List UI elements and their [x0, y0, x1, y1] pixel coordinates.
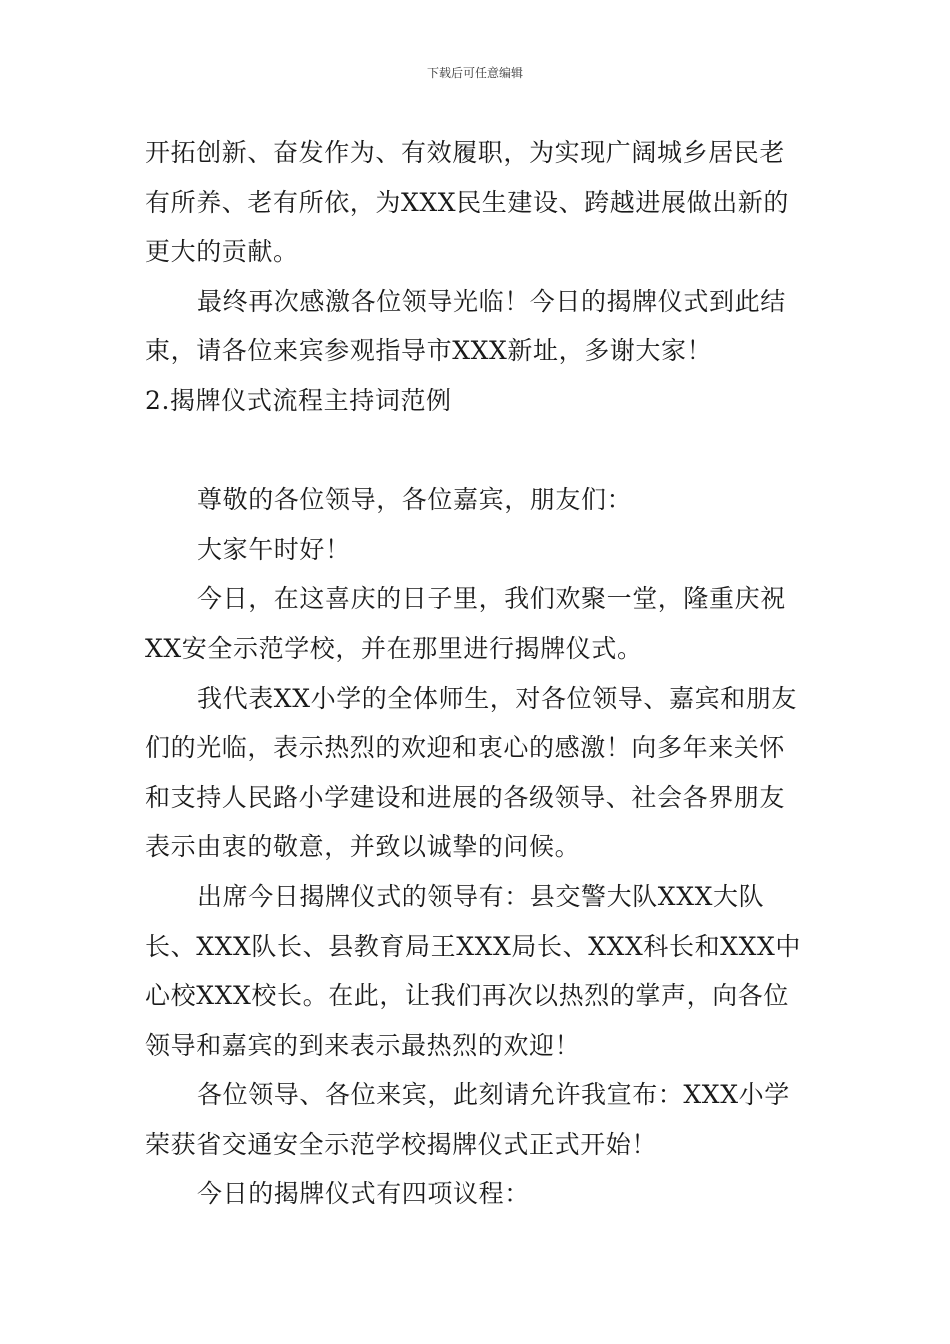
blank-line: [145, 426, 810, 476]
paragraph-attendees: 出席今日揭牌仪式的领导有：县交警大队XXX大队长、XXX队长、县教育局王XXX局长、XXX科长和XXX中心校XXX校长。在此，让我们再次以热烈的掌声，向各位领导和嘉宾的到来表示最热烈的欢迎！: [145, 881, 801, 1060]
document-body: [145, 128, 810, 1219]
paragraph-welcome: 我代表XX小学的全体师生，对各位领导、嘉宾和朋友们的光临，表示热烈的欢迎和衷心的感激！向多年来关怀和支持人民路小学建设和进展的各级领导、社会各界朋友表示由衷的敬意，并致以诚挚的问候。: [145, 683, 797, 862]
paragraph-greeting: 大家午时好！: [197, 534, 351, 564]
paragraph-continuation: 开拓创新、奋发作为、有效履职，为实现广阔城乡居民老有所养、老有所依，为XXX民生建设、跨越进展做出新的更大的贡献。: [145, 138, 789, 267]
paragraph-agenda: 今日的揭牌仪式有四项议程：: [197, 1179, 530, 1209]
paragraph-salutation: 尊敬的各位领导，各位嘉宾，朋友们：: [197, 485, 633, 515]
section-heading: 2.揭牌仪式流程主持词范例: [145, 385, 452, 415]
paragraph-intro: 今日，在这喜庆的日子里，我们欢聚一堂，隆重庆祝XX安全示范学校，并在那里进行揭牌仪式。: [145, 584, 786, 663]
page-header-note: 下载后可任意编辑: [426, 66, 523, 80]
paragraph-announcement: 各位领导、各位来宾，此刻请允许我宣布：XXX小学荣获省交通安全示范学校揭牌仪式正式开始！: [145, 1080, 790, 1159]
paragraph-closing: 最终再次感激各位领导光临！今日的揭牌仪式到此结束，请各位来宾参观指导市XXX新址，多谢大家！: [145, 286, 786, 366]
